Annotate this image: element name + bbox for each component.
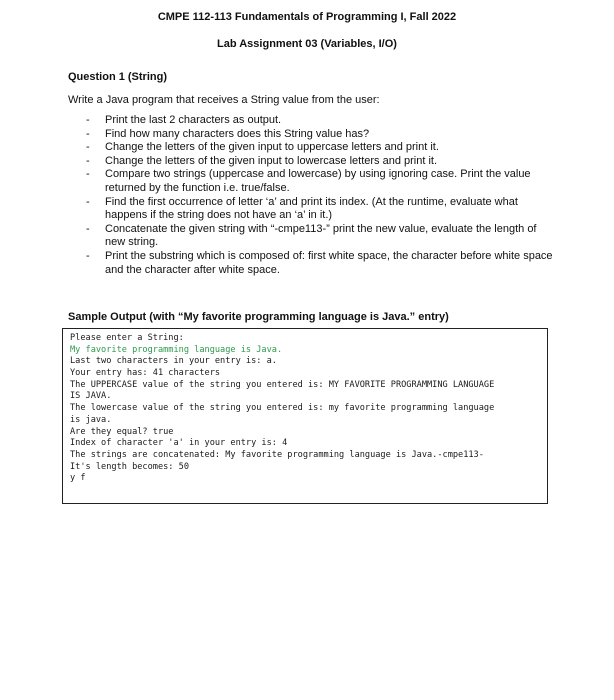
task-text: Find how many characters does this String value has? (105, 127, 370, 140)
task-text: Concatenate the given string with “-cmpe113-” print the new value, evaluate the length of new string. (105, 222, 537, 249)
console-line: The strings are concatenated: My favorite programming language is Java.-cmpe113- (70, 449, 484, 460)
question-heading: Question 1 (String) (68, 71, 167, 83)
console-line: It's length becomes: 50 (70, 461, 189, 472)
list-item (86, 141, 556, 155)
sample-output-heading: Sample Output (with “My favorite programming language is Java.” entry) (68, 311, 449, 323)
lab-title: Lab Assignment 03 (Variables, I/O) (217, 38, 397, 50)
bullet-dash: - (86, 222, 90, 235)
list-item (86, 223, 556, 250)
console-line: The UPPERCASE value of the string you entered is: MY FAVORITE PROGRAMMING LANGUAGE (70, 379, 495, 390)
list-item (86, 155, 556, 169)
bullet-dash: - (86, 154, 90, 167)
list-item (86, 196, 556, 223)
console-line: The lowercase value of the string you entered is: my favorite programming language (70, 403, 495, 414)
bullet-dash: - (86, 141, 90, 154)
list-item (86, 114, 556, 128)
console-line: Index of character 'a' in your entry is: 4 (70, 438, 288, 449)
question-intro: Write a Java program that receives a String value from the user: (68, 94, 380, 106)
task-text: Print the last 2 characters as output. (105, 114, 282, 126)
sample-output-console (62, 328, 548, 504)
task-list (86, 114, 556, 277)
bullet-dash: - (86, 195, 90, 208)
bullet-dash: - (86, 127, 90, 140)
list-item (86, 128, 556, 142)
course-title: CMPE 112-113 Fundamentals of Programming I, Fall 2022 (157, 11, 457, 23)
console-line: Your entry has: 41 characters (70, 368, 221, 379)
console-user-input-line: My favorite programming language is Java. (70, 344, 283, 355)
bullet-dash: - (86, 114, 90, 126)
console-line: is java. (70, 414, 112, 425)
task-text: Change the letters of the given input to uppercase letters and print it. (105, 141, 439, 154)
bullet-dash: - (86, 249, 90, 262)
task-text: Compare two strings (uppercase and lowercase) by using ignoring case. Print the value returned by the function i.e. true/false. (105, 168, 531, 194)
console-line: y f (70, 473, 86, 484)
console-line: Last two characters in your entry is: a. (70, 356, 277, 367)
bullet-dash: - (86, 168, 90, 181)
console-line: Are they equal? true (70, 426, 174, 437)
console-line: IS JAVA. (70, 391, 112, 402)
list-item (86, 250, 556, 277)
console-line: Please enter a String: (70, 333, 184, 343)
task-text: Change the letters of the given input to lowercase letters and print it. (105, 154, 438, 167)
task-text: Print the substring which is composed of: first white space, the character before white space and the character after white space. (105, 249, 553, 276)
task-text: Find the first occurrence of letter ‘a’ and print its index. (At the runtime, evaluate what happens if the string does not have an ‘a’ in it.) (105, 195, 518, 222)
list-item (86, 168, 556, 195)
